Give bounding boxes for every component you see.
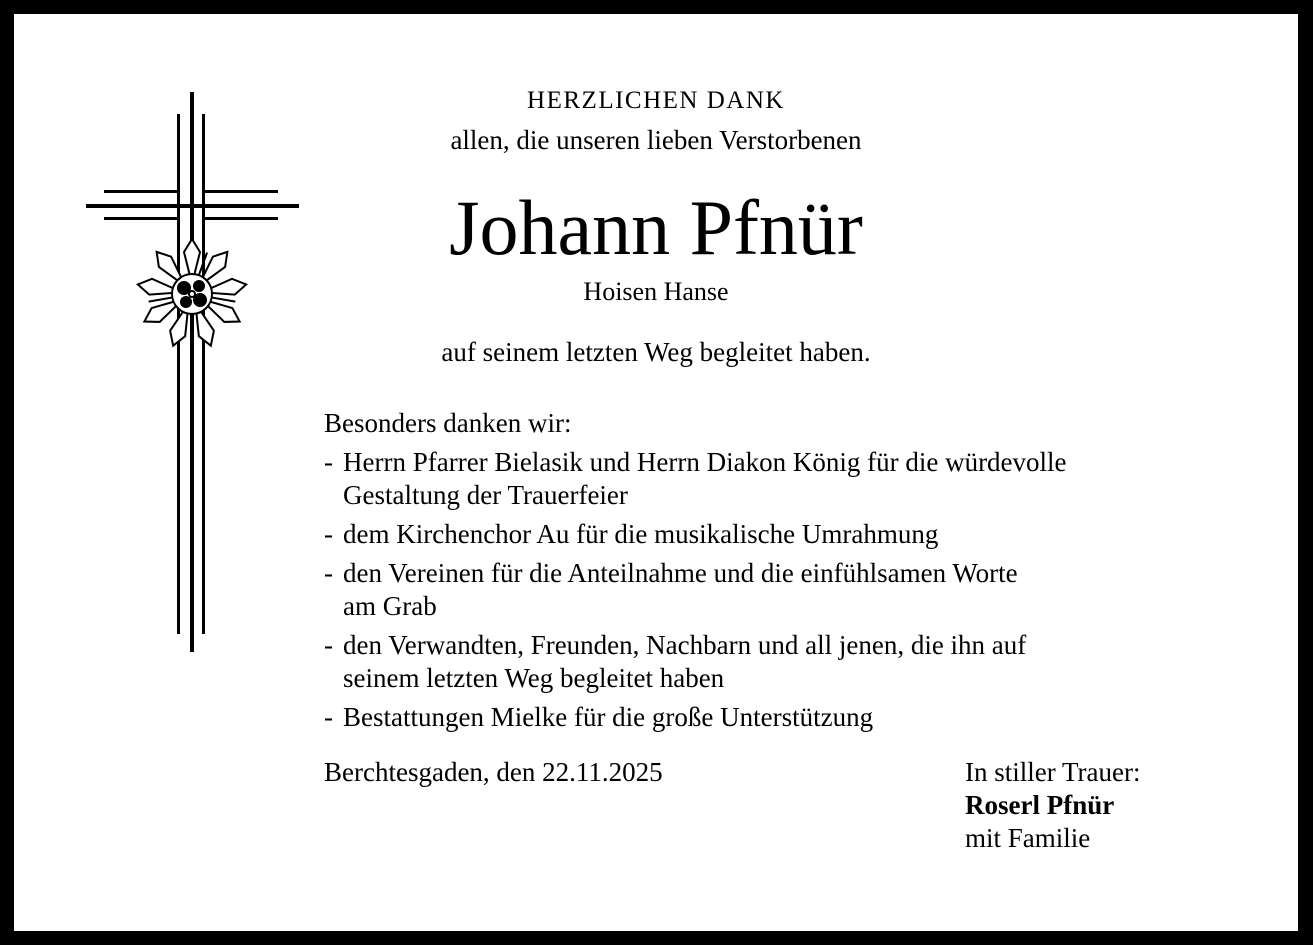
place-date: Berchtesgaden, den 22.11.2025 <box>324 757 663 787</box>
cross-with-edelweiss-icon <box>84 92 304 652</box>
list-item-line: seinem letzten Weg begleitet haben <box>343 663 725 693</box>
mourning-label: In stiller Trauer: <box>965 757 1141 787</box>
list-item-line: den Vereinen für die Anteilnahme und die einfühlsamen Worte <box>343 558 1018 588</box>
intro-line: allen, die unseren lieben Verstorbenen <box>450 125 862 155</box>
list-item: - Herrn Pfarrer Bielasik und Herrn Diakon König für die würdevolle Gestaltung der Trauerfeier <box>324 447 1067 510</box>
phrase-line: auf seinem letzten Weg begleitet haben. <box>441 337 871 367</box>
mourner-name: Roserl Pfnür <box>965 790 1115 820</box>
list-item-line: Herrn Pfarrer Bielasik und Herrn Diakon König für die würdevolle <box>343 447 1067 477</box>
deceased-name: Johann Pfnür <box>449 184 863 271</box>
thanks-list <box>324 407 1067 734</box>
list-item: - den Verwandten, Freunden, Nachbarn und all jenen, die ihn auf seinem letzten Weg begleitet haben <box>324 629 1067 695</box>
list-item: - den Vereinen für die Anteilnahme und die einfühlsamen Worte am Grab <box>324 557 1067 623</box>
thanks-heading: HERZLICHEN DANK <box>527 87 785 114</box>
list-item: - dem Kirchenchor Au für die musikalische Umrahmung <box>324 518 1067 551</box>
list-item-line: dem Kirchenchor Au für die musikalische Umrahmung <box>343 519 939 549</box>
nickname: Hoisen Hanse <box>583 277 729 306</box>
list-item-line: Bestattungen Mielke für die große Unterstützung <box>343 702 874 732</box>
list-item: - Bestattungen Mielke für die große Unterstützung <box>324 701 1067 734</box>
list-item-line: Gestaltung der Trauerfeier <box>343 480 628 510</box>
thanks-intro: Besonders danken wir: <box>324 408 572 438</box>
mourner-family: mit Familie <box>965 823 1091 853</box>
obituary-card <box>14 14 1298 931</box>
list-item-line: den Verwandten, Freunden, Nachbarn und all jenen, die ihn auf <box>343 630 1027 660</box>
list-item-line: am Grab <box>343 591 437 621</box>
